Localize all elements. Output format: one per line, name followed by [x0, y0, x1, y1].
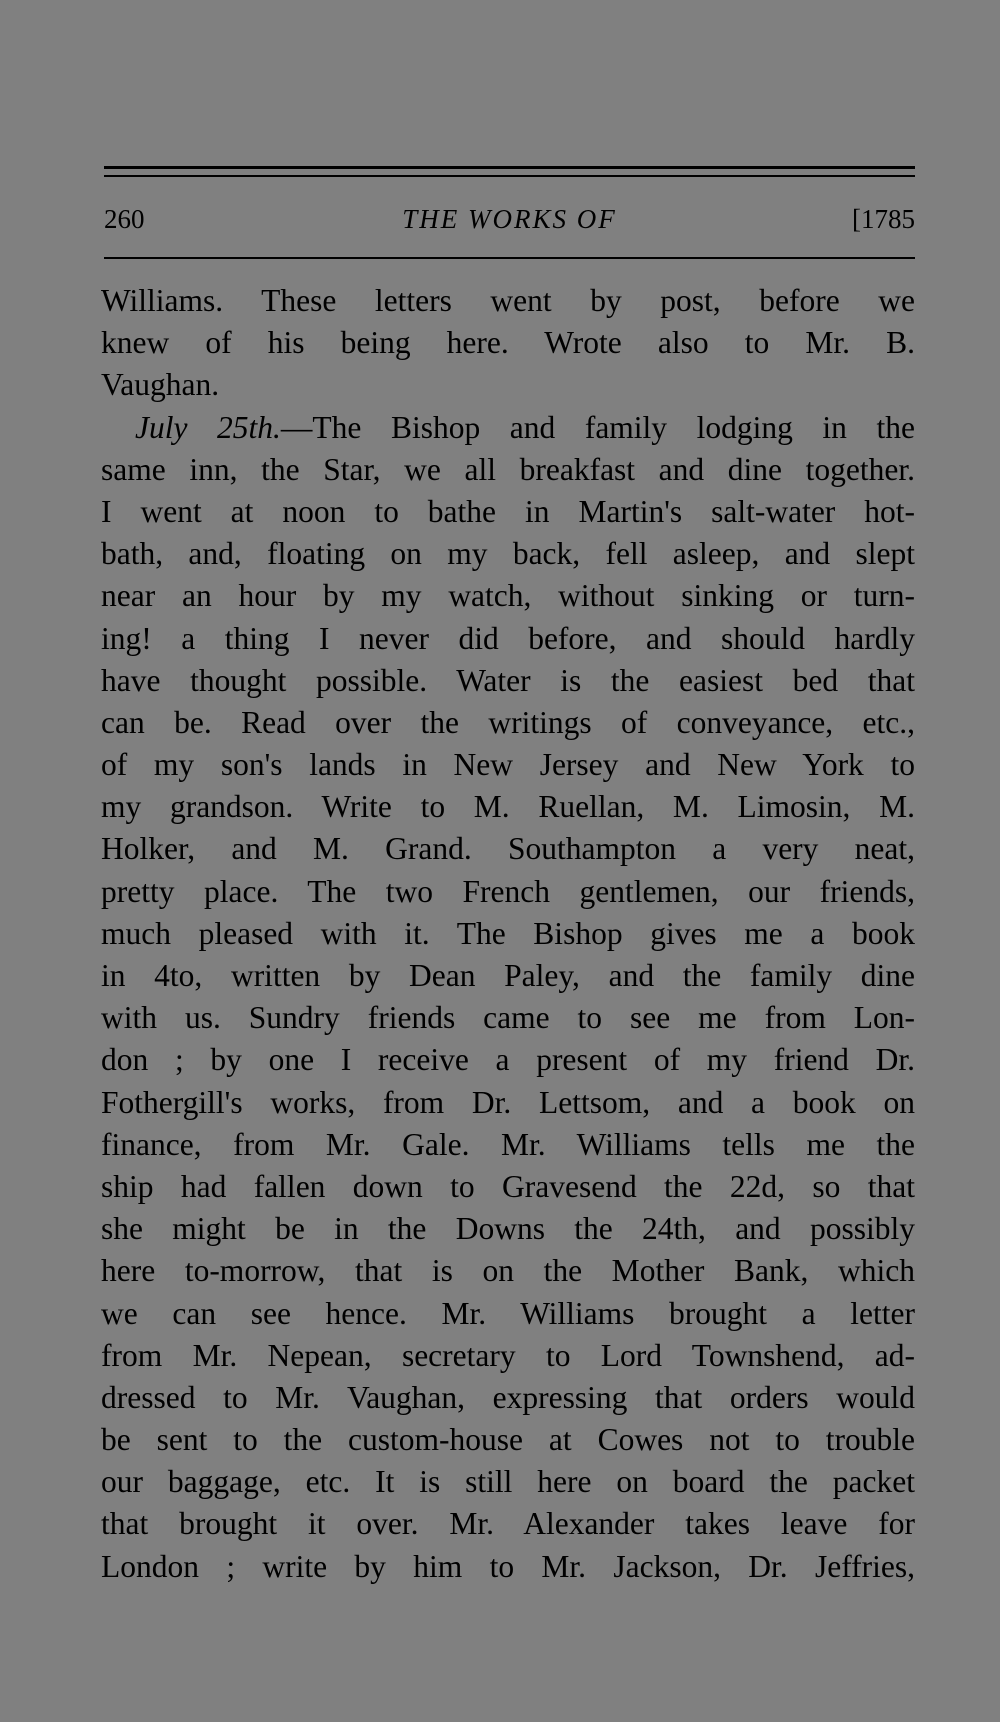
text-line: be sent to the custom-house at Cowes not to trouble: [101, 1422, 915, 1458]
text-line: ship had fallen down to Gravesend the 22d, so that: [101, 1168, 915, 1204]
date-heading: July 25th.: [135, 409, 281, 445]
text-line: have thought possible. Water is the easiest bed that: [101, 662, 915, 698]
text-line: ing! a thing I never did before, and should hardly: [101, 620, 915, 656]
header-year: [1785: [852, 204, 915, 234]
text-line: of my son's lands in New Jersey and New York to: [101, 747, 915, 783]
text-line: my grandson. Write to M. Ruellan, M. Limosin, M.: [101, 789, 915, 825]
text-line: pretty place. The two French gentlemen, our friends,: [101, 873, 915, 909]
running-title: THE WORKS OF: [402, 204, 617, 234]
text-line: she might be in the Downs the 24th, and possibly: [101, 1211, 915, 1247]
text-line: bath, and, floating on my back, fell asleep, and slept: [101, 536, 915, 572]
text-line: from Mr. Nepean, secretary to Lord Townshend, ad-: [101, 1337, 915, 1373]
text-line: that brought it over. Mr. Alexander takes leave for: [101, 1506, 915, 1542]
text-line: finance, from Mr. Gale. Mr. Williams tells me the: [101, 1126, 915, 1162]
running-head: [104, 198, 915, 240]
text-line: Vaughan.: [101, 367, 220, 403]
header-rule-top: [104, 166, 915, 169]
text-line: knew of his being here. Wrote also to Mr. B.: [101, 325, 915, 361]
text-line: I went at noon to bathe in Martin's salt-water hot-: [101, 493, 915, 529]
text-line: same inn, the Star, we all breakfast and dine together.: [101, 451, 915, 487]
text-line: we can see hence. Mr. Williams brought a letter: [101, 1295, 915, 1331]
text-line: Holker, and M. Grand. Southampton a very neat,: [101, 831, 915, 867]
page-number: 260: [104, 204, 145, 234]
text-line: London ; write by him to Mr. Jackson, Dr. Jeffries,: [101, 1548, 915, 1584]
text-line: dressed to Mr. Vaughan, expressing that orders would: [101, 1379, 915, 1415]
body-text: [101, 280, 915, 1588]
text-line: Williams. These letters went by post, before we: [101, 283, 915, 318]
header-rule-bottom: [104, 257, 915, 259]
text-line: don ; by one I receive a present of my friend Dr.: [101, 1042, 915, 1078]
text-line-rest: —The Bishop and family lodging in the: [280, 409, 915, 445]
text-line: our baggage, etc. It is still here on board the packet: [101, 1464, 915, 1500]
text-line: near an hour by my watch, without sinking or turn-: [101, 578, 915, 614]
text-line: much pleased with it. The Bishop gives me a book: [101, 915, 915, 951]
text-line: here to-morrow, that is on the Mother Bank, which: [101, 1253, 915, 1289]
text-line: can be. Read over the writings of conveyance, etc.,: [101, 704, 915, 740]
text-line: with us. Sundry friends came to see me from Lon-: [101, 1000, 915, 1036]
text-line: Fothergill's works, from Dr. Lettsom, and a book on: [101, 1084, 915, 1120]
text-line-dated: [101, 407, 915, 449]
text-line: in 4to, written by Dean Paley, and the family dine: [101, 958, 915, 993]
header-rule-top-thin: [104, 175, 915, 177]
